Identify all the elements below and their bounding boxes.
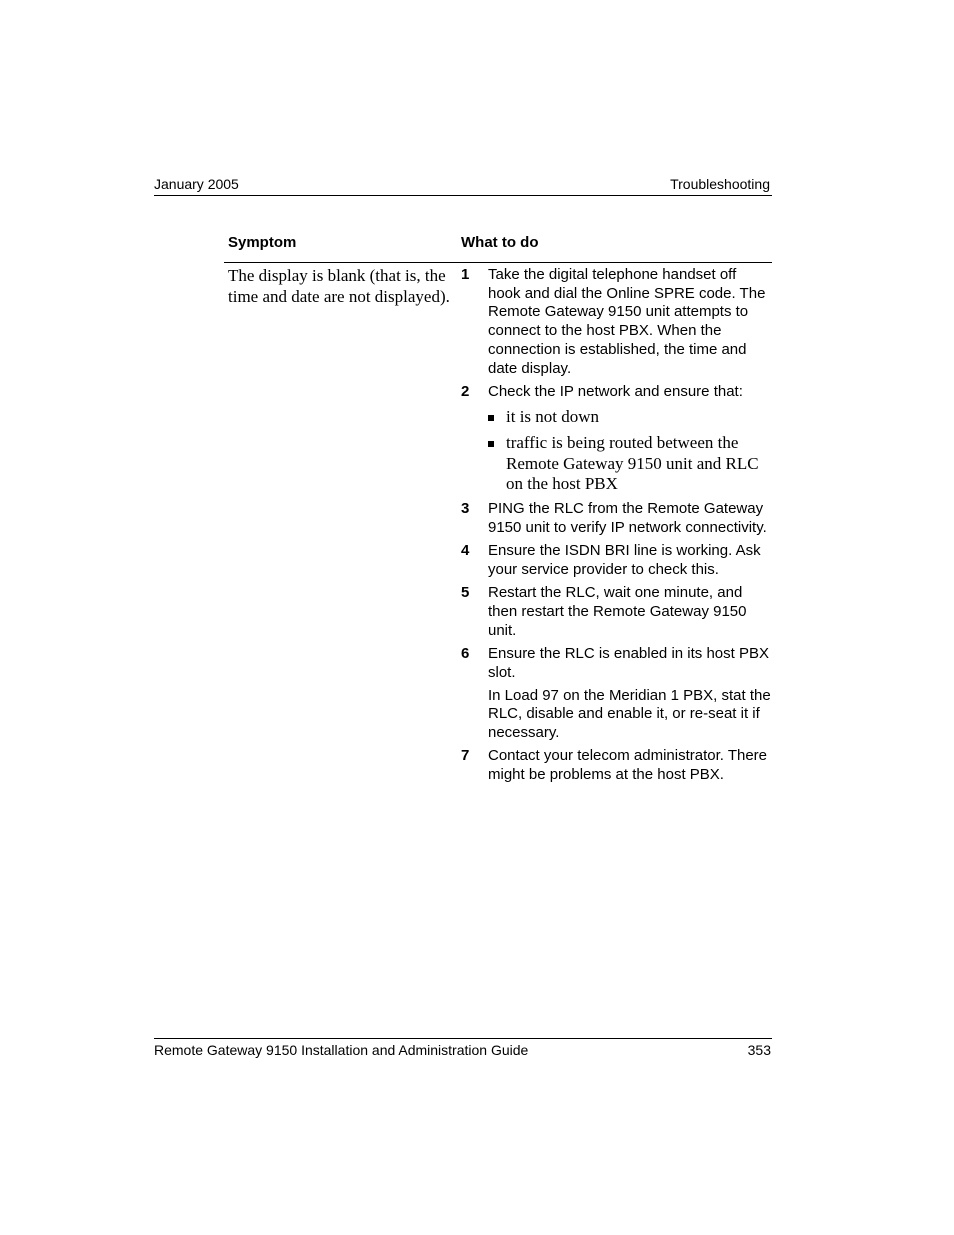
table-header-divider	[224, 262, 772, 263]
header-date: January 2005	[154, 176, 239, 192]
step-number: 4	[461, 542, 470, 560]
column-header-what-to-do: What to do	[461, 234, 539, 251]
step-item	[461, 747, 771, 784]
step-text: Check the IP network and ensure that:	[488, 382, 743, 400]
step-number: 5	[461, 584, 470, 602]
step-text: Restart the RLC, wait one minute, and then restart the Remote Gateway 9150 unit.	[488, 584, 747, 639]
step-item	[461, 542, 771, 579]
step-number: 7	[461, 747, 470, 765]
step-text: Contact your telecom administrator. There might be problems at the host PBX.	[488, 747, 768, 784]
bullet-item	[488, 407, 776, 428]
bullet-list	[488, 407, 771, 495]
footer-divider	[154, 1038, 772, 1039]
step-number: 3	[461, 500, 470, 518]
step-number: 1	[461, 266, 470, 283]
step-text: Ensure the ISDN BRI line is working. Ask your service provider to check this.	[488, 542, 761, 579]
header-section: Troubleshooting	[670, 176, 770, 192]
square-bullet-icon	[488, 415, 494, 421]
step-text: Take the digital telephone handset off hook and dial the Online SPRE code. The Remote Gateway 9150 unit attempts to connect to the host PBX. When the connection is established, the time and date display.	[488, 266, 766, 377]
bullet-text: traffic is being routed between the Remote Gateway 9150 unit and RLC on the host PBX	[506, 433, 759, 494]
step-item	[461, 500, 771, 537]
bullet-text: it is not down	[506, 407, 600, 427]
header-divider	[154, 195, 772, 196]
steps-list	[461, 266, 771, 789]
step-number: 2	[461, 382, 470, 400]
page-number: 353	[747, 1042, 771, 1058]
footer-title: Remote Gateway 9150 Installation and Administration Guide	[154, 1042, 529, 1058]
step-item	[461, 645, 771, 743]
square-bullet-icon	[488, 441, 494, 447]
step-number: 6	[461, 644, 470, 662]
bullet-item	[488, 433, 776, 495]
step-text: PING the RLC from the Remote Gateway 9150 unit to verify IP network connectivity.	[488, 500, 767, 537]
column-header-symptom: Symptom	[228, 234, 297, 251]
symptom-cell: The display is blank (that is, the time and date are not displayed).	[228, 266, 450, 306]
step-item	[461, 584, 771, 640]
step-note: In Load 97 on the Meridian 1 PBX, stat the RLC, disable and enable it, or re-seat it if necessary.	[488, 686, 771, 742]
step-item	[461, 383, 771, 495]
step-item	[461, 266, 771, 378]
step-text: Ensure the RLC is enabled in its host PBX slot.	[488, 644, 769, 681]
